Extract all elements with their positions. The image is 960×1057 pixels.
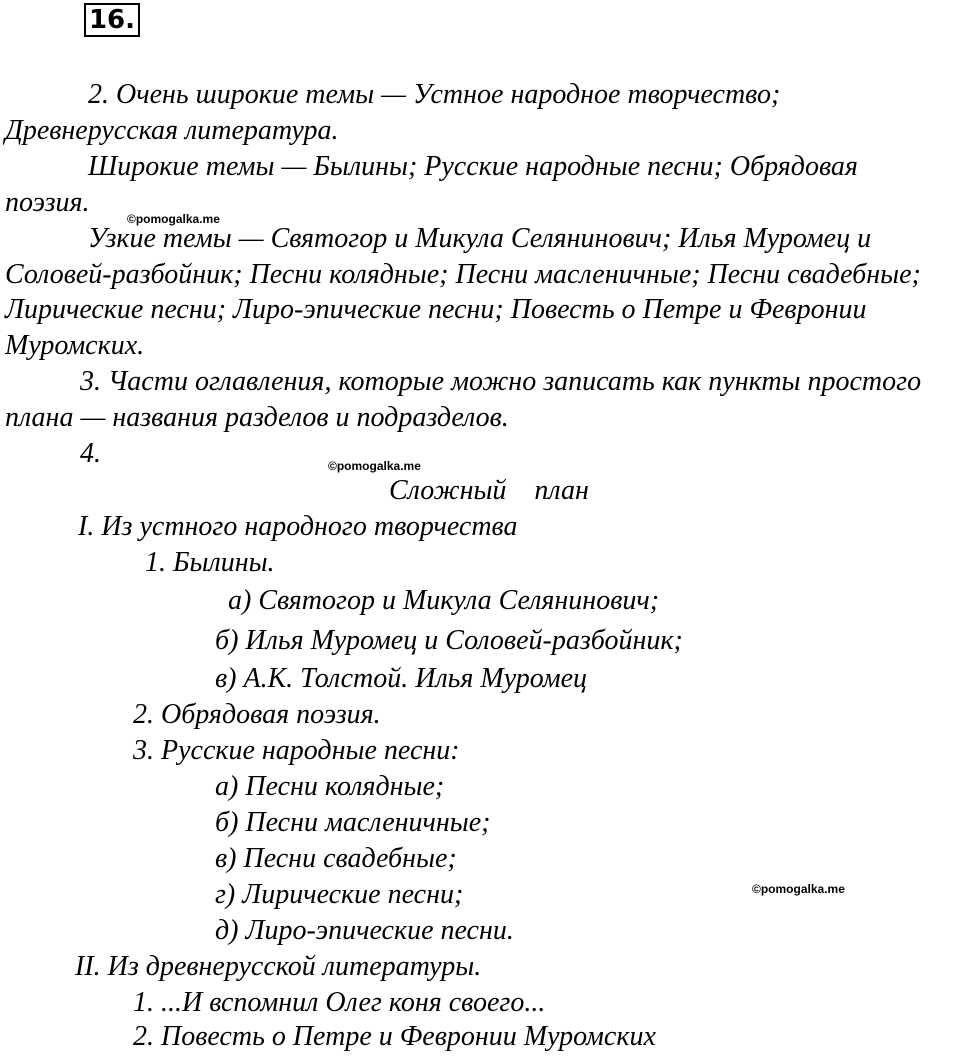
plan-subitem: а) Песни колядные; [215,771,445,802]
task-number: 16. [84,3,140,37]
text-line: Широкие темы — Былины; Русские народные песни; Обрядовая [88,151,858,182]
text-line: поэзия. [5,187,90,218]
text-line: Муромских. [5,330,145,361]
plan-item: 2. Обрядовая поэзия. [133,699,381,730]
plan-item: 1. ...И вспомнил Олег коня своего... [133,987,546,1018]
plan-section: II. Из древнерусской литературы. [75,951,482,982]
plan-subitem: а) Святогор и Микула Селянинович; [228,585,660,616]
watermark: ©pomogalka.me [127,212,220,226]
plan-subitem: в) Песни свадебные; [215,843,457,874]
plan-subitem: б) Песни масленичные; [215,807,491,838]
text-line: 3. Части оглавления, которые можно записать как пункты простого [80,366,922,397]
text-line: 2. Очень широкие темы — Устное народное творчество; [88,79,781,110]
plan-subitem: в) А.К. Толстой. Илья Муромец [215,663,588,694]
plan-item: 3. Русские народные песни: [133,735,460,766]
plan-subitem: д) Лиро-эпические песни. [215,915,514,946]
watermark: ©pomogalka.me [328,459,421,473]
plan-item: 2. Повесть о Петре и Февронии Муромских [133,1021,656,1052]
plan-subitem: г) Лирические песни; [215,879,464,910]
text-line: плана — названия разделов и подразделов. [5,402,509,433]
text-line: 4. [80,438,101,469]
plan-subitem: б) Илья Муромец и Соловей-разбойник; [215,625,683,656]
plan-item: 1. Былины. [145,547,275,578]
plan-section: I. Из устного народного творчества [78,511,518,542]
plan-title: Сложный план [389,475,589,506]
watermark: ©pomogalka.me [752,882,845,896]
text-line: Узкие темы — Святогор и Микула Селянинович; Илья Муромец и [88,223,872,254]
text-line: Лирические песни; Лиро-эпические песни; Повесть о Петре и Февронии [5,294,867,325]
text-line: Древнерусская литература. [5,115,339,146]
text-line: Соловей-разбойник; Песни колядные; Песни масленичные; Песни свадебные; [5,259,921,290]
